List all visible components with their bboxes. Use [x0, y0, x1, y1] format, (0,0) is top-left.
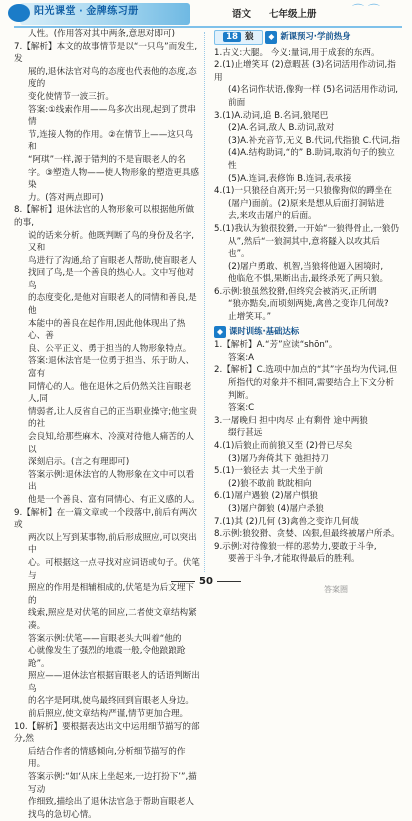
text-line: (2)A.名词,敌人 B.动词,敌对: [228, 123, 335, 134]
text-line: (5)A.连词,表修饰 B.连词,表承接: [228, 173, 352, 184]
text-line: 找回了鸟,是一个善良的热心人。文中写他对鸟: [28, 268, 195, 291]
text-line: 找鸟的急切心情。: [28, 809, 97, 820]
text-line: 所指代的对象并不相同,需要结合上下文分析判断。: [228, 378, 395, 401]
text-line: 要善于斗争,才能取得最后的胜利。: [228, 554, 360, 565]
text-line: 止增笑耳。”: [228, 312, 272, 323]
birds-icon: ⌒ ⌒: [352, 3, 380, 17]
brand-right: 金牌练习册: [86, 6, 139, 17]
text-line: 展的,退休法官对鸟的态度也代表他的态度,态度的: [28, 66, 197, 90]
text-line: 深刻启示。(言之有理即可): [28, 457, 130, 468]
text-line: 3.(1)A.动词,追 B.名词,狼尾巴: [214, 110, 329, 121]
text-line: 良、公平正义、勇于担当的人物形象特点。: [28, 343, 192, 354]
text-line: 4.(1)一只狼径自离开;另一只狼像狗似的蹲坐在: [214, 186, 392, 197]
text-line: (3)屠乃奔倚其下 弛担持刀: [228, 453, 329, 464]
subject: 语文: [232, 9, 252, 20]
text-line: 5.(1)我认为狼很狡猾,一开始“一狼得骨止,一狼仍: [214, 223, 399, 234]
watermark: 答案圈: [324, 585, 348, 594]
text-line: 答案示例:退休法官的人物形象在文中可以看出: [28, 469, 195, 493]
text-line: 同情心的人。他在退休之后仍然关注盲眼老人,同: [28, 381, 192, 405]
text-line: “阿琪”一样,源于错判的不是盲眼老人的名: [28, 154, 186, 165]
text-line: 心就像发生了强烈的地震一般,令他踉踉跄跄”。: [28, 646, 186, 669]
text-line: 作细致,描绘出了退休法官急于帮助盲眼老人: [28, 797, 195, 808]
text-line: 说的话来分析。他既判断了鸟的身份及名字,又和: [28, 230, 195, 254]
text-line: 他临危不惧,果断出击,最终杀死了两只狼。: [228, 274, 389, 285]
text-line: 节,连接人物的作用。②在情节上——这只鸟和: [28, 129, 194, 153]
text-line: 本能中的善良在起作用,因此他体现出了热心、善: [28, 318, 186, 342]
tag-box-icon: ◆: [214, 326, 226, 339]
practice-tag: ◆ 课时训练·基础达标: [214, 325, 299, 339]
text-line: 答案示例:伏笔——盲眼老头大叫着“他的: [28, 633, 182, 644]
text-line: 两次以上写到某事物,前后形成照应,可以突出中: [28, 532, 197, 556]
preview-tag: ◆ 新课预习·学前热身: [265, 30, 350, 44]
column-divider: [204, 32, 205, 572]
text-line: 7.(1)其 (2)几何 (3)禽兽之变诈几何哉: [214, 516, 359, 527]
text-line: 鸟进行了沟通,给了盲眼老人帮助,使盲眼老人: [28, 255, 197, 266]
subject-grade: [232, 9, 317, 22]
text-line: 他是一个善良、富有同情心、有正义感的人。: [28, 494, 200, 505]
text-line: 9.示例:对待像狼一样的恶势力,要敢于斗争,: [214, 541, 377, 552]
text-line: 6.示例:狼虽然狡猾,但终究会被消灭,正所谓: [214, 286, 377, 297]
text-line: 照应——退休法官根据盲眼老人的话语判断出鸟: [28, 671, 200, 694]
text-line: 10.【解析】要根据表达出文中运用细节描写的部分,然: [14, 721, 200, 745]
text-line: (2)屠户勇敢、机智,当狼将他逼入困境时,: [228, 261, 384, 272]
text-line: 后结合作者的情感倾向,分析细节描写的作用。: [28, 746, 186, 770]
text-line: (4)A.结构助词,“的” B.助词,取消句子的独立性: [228, 148, 395, 171]
brand-left: 阳光课堂: [34, 6, 76, 17]
text-line: 人性。(作用答对其中两条,意思对即可): [28, 29, 175, 39]
text-line: 心。可根据这一点寻找对应词语或句子。伏笔与: [28, 557, 200, 581]
text-line: 答案:A: [228, 352, 254, 363]
text-line: 答案:①线索作用——鸟多次出现,起到了贯串情: [28, 104, 197, 128]
text-line: “狼亦黠矣,而顷刻两毙,禽兽之变诈几何哉?: [228, 299, 389, 310]
text-line: 1.古义:大腿。 今义:量词,用于成套的东西。: [214, 47, 380, 58]
text-line: 字。③塑造人物——使人物形象的塑造更具感染: [28, 167, 199, 191]
text-line: 的态度变化,是他对盲眼老人的同情和善良,是他: [28, 293, 197, 317]
text-line: 情弱者,让人反省自己的正当职业操守;他宝贵的社: [28, 406, 197, 430]
text-line: 去,来攻击屠户的后面。: [228, 211, 317, 222]
text-line: 4.(1)后狼止而前狼又至 (2)骨已尽矣: [214, 441, 353, 451]
text-line: 8.示例:狼狡猾、贪婪、凶狠,但最终被屠户所杀。: [214, 529, 400, 540]
text-line: (2)狼不敢前 眈眈相向: [228, 478, 312, 489]
brand-badge-icon: [8, 4, 30, 22]
text-line: 答案:退休法官是一位勇于担当、乐于助人、富有: [28, 356, 195, 380]
text-line: (4)名词作状语,像狗一样 (5)名词活用作动词,前面: [228, 85, 399, 108]
text-line: 缀行甚远: [228, 428, 263, 439]
left-column: [14, 28, 200, 821]
page-footer: [0, 576, 412, 589]
text-line: 照应的作用是相辅相成的,伏笔是为后文埋下的: [28, 583, 195, 606]
text-line: 变化使情节一波三折。: [28, 91, 114, 102]
right-bottom-lines: [214, 339, 400, 566]
text-line: 2.【解析】C.选项中加点的“其”字虽均为代词,但: [214, 365, 398, 376]
section-name: 狼: [244, 32, 254, 42]
text-line: 从”,然后“一狼洞其中,意将隧入以攻其后也”。: [228, 236, 380, 260]
text-line: 答案:C: [228, 403, 255, 414]
text-line: 1.【解析】A.“芳”应读“shōn”。: [214, 340, 338, 351]
text-line: 的名字是阿琪,使鸟最终回到盲眼老人身边。: [28, 696, 195, 707]
text-line: 6.(1)屠户遇狼 (2)屠户惧狼: [214, 491, 319, 502]
text-line: (3)屠户御狼 (4)屠户杀狼: [228, 503, 324, 514]
text-line: 7.【解析】本文的故事情节是以“一只鸟”而发生,发: [14, 41, 198, 65]
text-line: 8.【解析】退休法官的人物形象可以根据他所做的事,: [14, 205, 195, 228]
tag-box-icon: ◆: [265, 31, 277, 44]
text-line: 答案示例:“如‘从床上坐起来,一边打扮下’”,描写动: [28, 772, 197, 795]
right-top-lines: [214, 47, 400, 324]
grade: 七年级上册: [269, 9, 317, 20]
text-line: 2.(1)止增笑耳 (2)意暇甚 (3)名词活用作动词,指用: [214, 60, 396, 83]
text-line: 会良知,给那些麻木、冷漠对待他人痛苦的人以: [28, 432, 195, 455]
section-number: 18: [223, 32, 241, 42]
text-line: (屠户)面前。(2)原来是想从后面打洞钻进: [228, 198, 385, 209]
text-line: 前后照应,使文章结构严谨,情节更加合理。: [28, 709, 189, 720]
text-line: 3.一屠晚归 担中肉尽 止有剩骨 途中两狼: [214, 415, 368, 426]
brand-title: 阳光课堂 · 金牌练习册: [34, 6, 139, 17]
text-line: (3)A.补充音节,无义 B.代词,代指狼 C.代词,指: [228, 135, 400, 146]
right-column: [214, 28, 400, 566]
text-line: 线索,照应是对伏笔的回应,二者使文章结构紧凑。: [28, 608, 197, 631]
section-title: [214, 30, 263, 45]
text-line: 9.【解析】在一篇文章或一个段落中,前后有两次或: [14, 507, 197, 531]
text-line: 力。(答对两点即可): [28, 192, 104, 203]
text-line: 5.(1)一狼径去 其一犬坐于前: [214, 466, 324, 477]
page-number: 50: [199, 576, 213, 587]
